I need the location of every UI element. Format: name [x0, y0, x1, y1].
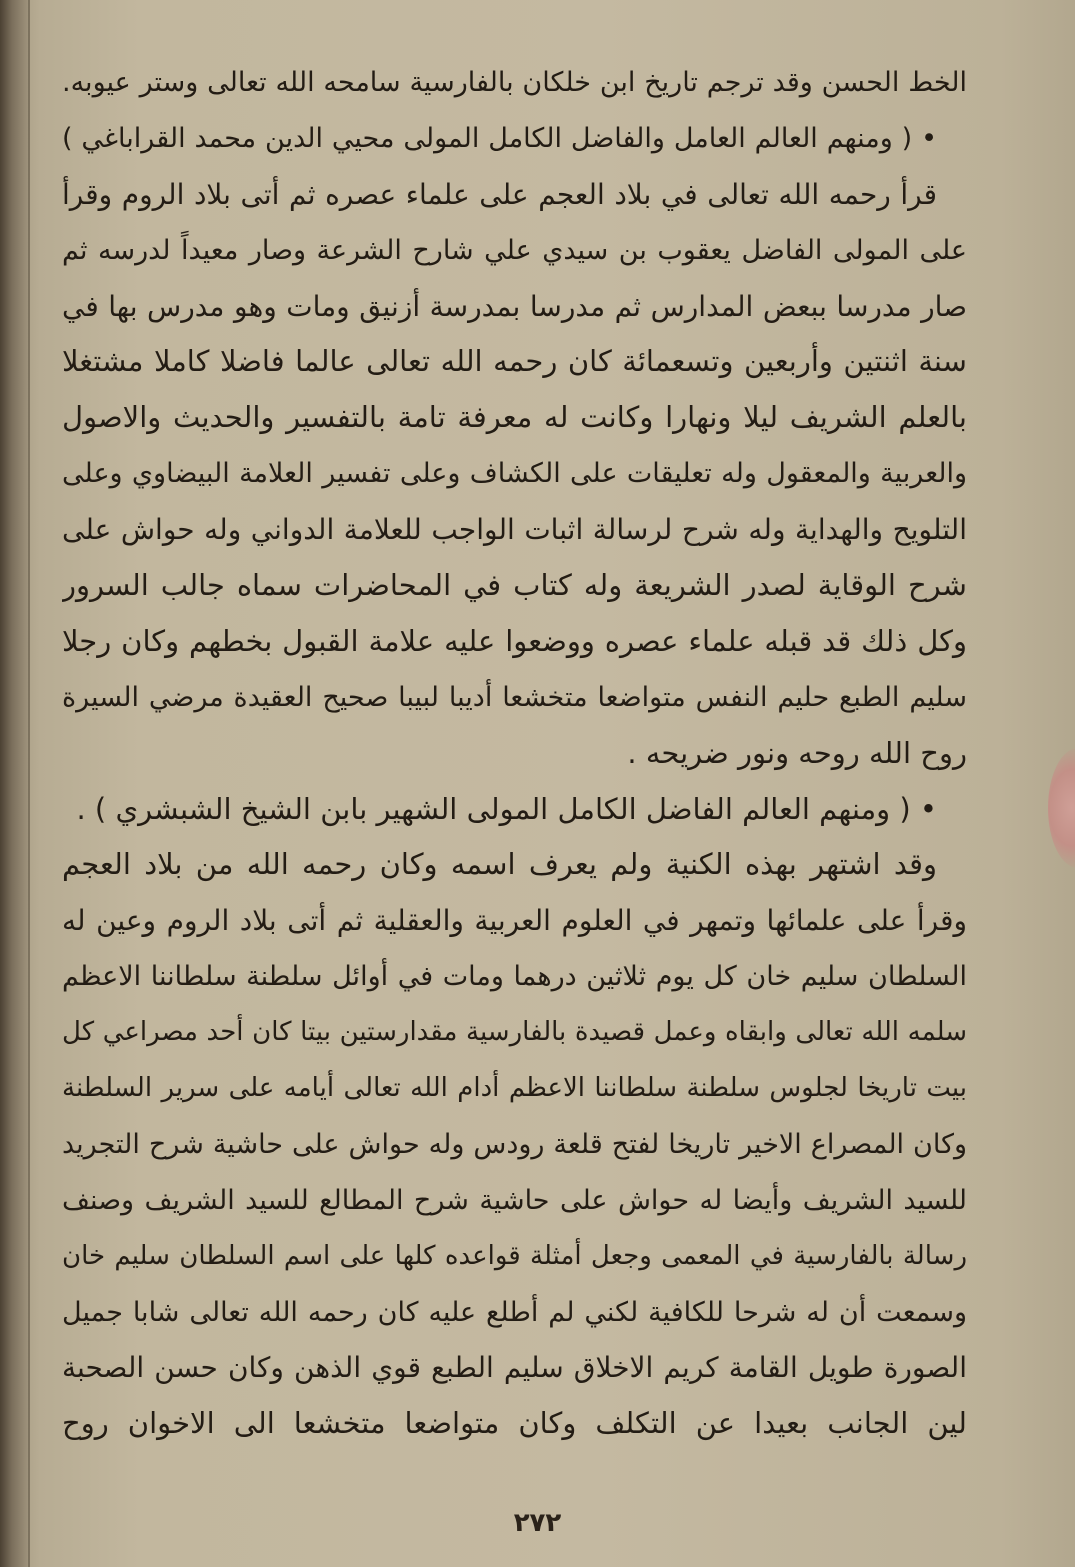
text-line: الصورة طويل القامة كريم الاخلاق سليم الطبع قوي الذهن وكان حسن الصحبة — [62, 1351, 967, 1385]
text-line: الخط الحسن وقد ترجم تاريخ ابن خلكان بالفارسية سامحه الله تعالى وستر عيوبه. — [62, 67, 967, 98]
text-line: قرأ رحمه الله تعالى في بلاد العجم على علماء عصره ثم أتى بلاد الروم وقرأ — [62, 177, 937, 211]
text-line: وقرأ على علمائها وتمهر في العلوم العربية والعقلية ثم أتى بلاد الروم وعين له — [62, 904, 967, 938]
page-number: ٢٧٢ — [513, 1508, 562, 1538]
text-line: روح الله روحه ونور ضريحه . — [627, 735, 967, 770]
text-line: لين الجانب بعيدا عن التكلف وكان متواضعا متخشعا الى الاخوان روح — [62, 1406, 967, 1441]
text-line: السلطان سليم خان كل يوم ثلاثين درهما ومات في أوائل سلطنة سلطاننا الاعظم — [62, 961, 967, 993]
entry-heading: • ( ومنهم العالم العامل والفاضل الكامل المولى محيي الدين محمد القراباغي ) — [62, 122, 937, 154]
thumb-holding-page — [1048, 748, 1075, 868]
text-line: وكان المصراع الاخير تاريخا لفتح قلعة رودس وله حواش على حاشية شرح التجريد — [62, 1128, 967, 1160]
text-line: التلويح والهداية وله شرح لرسالة اثبات الواجب للعلامة الدواني وله حواش على — [62, 513, 967, 547]
text-line: على المولى الفاضل يعقوب بن سيدي علي شارح الشرعة وصار معيداً لدرسه ثم — [62, 234, 967, 266]
text-line: سليم الطبع حليم النفس متواضعا متخشعا أديبا لبيبا صحيح العقيدة مرضي السيرة — [62, 681, 967, 713]
text-line: صار مدرسا ببعض المدارس ثم مدرسا بمدرسة أزنيق ومات وهو مدرس بها في — [62, 289, 967, 323]
text-line: وكل ذلك قد قبله علماء عصره ووضعوا عليه علامة القبول بخطهم وكان رجلا — [62, 623, 967, 658]
text-line: بالعلم الشريف ليلا ونهارا وكانت له معرفة تامة بالتفسير والحديث والاصول — [62, 400, 967, 435]
text-line: وسمعت أن له شرحا للكافية لكني لم أطلع عليه كان رحمه الله تعالى شابا جميل — [62, 1296, 967, 1328]
text-line: للسيد الشريف وأيضا له حواش على حاشية شرح المطالع للسيد الشريف وصنف — [62, 1184, 967, 1216]
book-gutter — [0, 0, 30, 1567]
text-line: رسالة بالفارسية في المعمى وجعل أمثلة قواعده كلها على اسم السلطان سليم خان — [62, 1240, 967, 1271]
text-line: وقد اشتهر بهذه الكنية ولم يعرف اسمه وكان رحمه الله من بلاد العجم — [62, 847, 937, 882]
page-text — [62, 55, 967, 1465]
entry-heading: • ( ومنهم العالم الفاضل الكامل المولى الشهير بابن الشيخ الشبشري ) . — [76, 791, 937, 826]
text-line: سنة اثنتين وأربعين وتسعمائة كان رحمه الله تعالى عالما فاضلا كاملا مشتغلا — [62, 344, 967, 379]
text-line: بيت تاريخا لجلوس سلطنة سلطاننا الاعظم أدام الله تعالى أيامه على سرير السلطنة — [62, 1073, 967, 1104]
spine-shadow — [28, 0, 30, 1567]
text-line: شرح الوقاية لصدر الشريعة وله كتاب في المحاضرات سماه جالب السرور — [62, 568, 967, 603]
text-line: والعربية والمعقول وله تعليقات على الكشاف وعلى تفسير العلامة البيضاوي وعلى — [62, 458, 967, 490]
text-line: سلمه الله تعالى وابقاه وعمل قصيدة بالفارسية مقدارستين بيتا كان أحد مصراعي كل — [62, 1017, 967, 1048]
